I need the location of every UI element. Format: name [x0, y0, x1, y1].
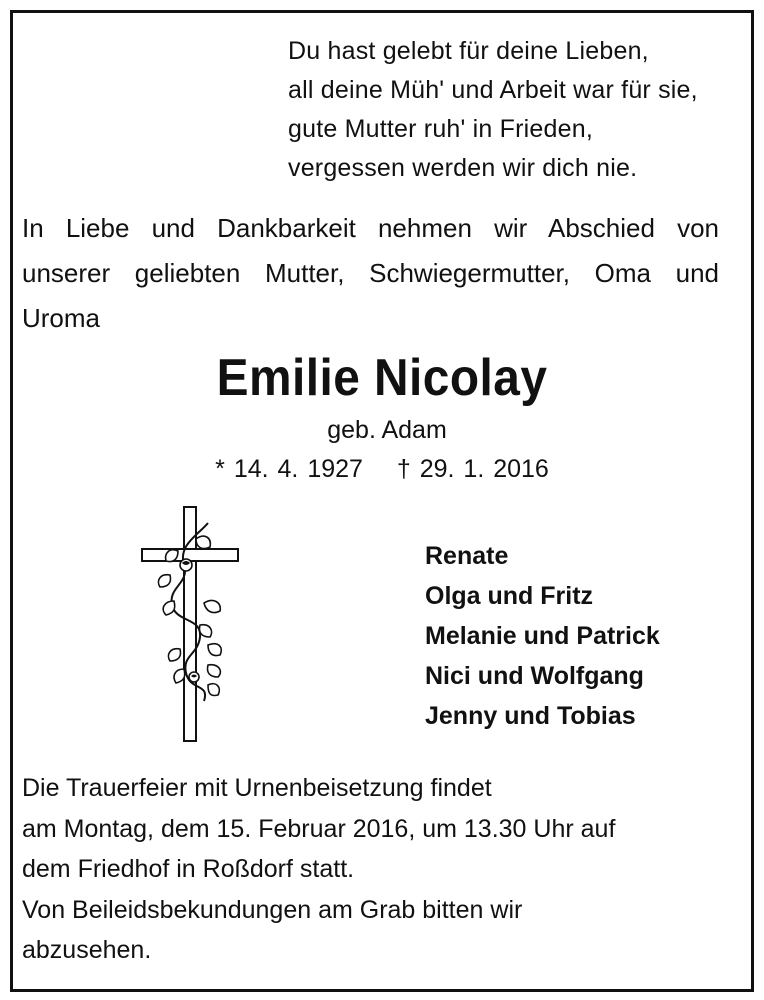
death-date: 29. 1. 2016 [419, 455, 549, 483]
maiden-name: geb. Adam [327, 416, 447, 444]
intro-line: In Liebe und Dankbarkeit nehmen wir Abschied von [22, 213, 719, 243]
notice-line: Von Beileidsbekundungen am Grab bitten wir [22, 895, 523, 924]
family-member: Jenny und Tobias [425, 702, 636, 730]
intro-line: Uroma [22, 303, 101, 333]
poem-line: gute Mutter ruh' in Frieden, [288, 115, 593, 143]
notice-line: Die Trauerfeier mit Urnenbeisetzung findet [22, 774, 492, 802]
born-symbol: * [215, 455, 225, 483]
birth-date: 14. 4. 1927 [233, 455, 363, 483]
notice-line: dem Friedhof in Roßdorf statt. [22, 855, 355, 883]
died-symbol: † [396, 455, 411, 483]
life-dates [0, 455, 764, 484]
memorial-poem [288, 32, 698, 188]
poem-line: Du hast gelebt für deine Lieben, [288, 37, 649, 65]
deceased-name: Emilie Nicolay [216, 349, 548, 407]
family-member: Renate [425, 542, 509, 570]
farewell-intro [22, 206, 719, 341]
intro-line: unserer geliebten Mutter, Schwiegermutter, Oma und [22, 258, 719, 288]
notice-line: abzusehen. [22, 936, 152, 964]
funeral-notice [22, 768, 615, 971]
family-member: Olga und Fritz [425, 582, 594, 610]
notice-line: am Montag, dem 15. Februar 2016, um 13.30 Uhr auf [22, 814, 616, 843]
cross-with-rose-vine-icon [138, 505, 244, 745]
family-members [425, 536, 660, 736]
poem-line: all deine Müh' und Arbeit war für sie, [288, 76, 698, 104]
family-member: Melanie und Patrick [425, 622, 660, 650]
poem-line: vergessen werden wir dich nie. [288, 154, 638, 182]
family-member: Nici und Wolfgang [425, 662, 644, 690]
